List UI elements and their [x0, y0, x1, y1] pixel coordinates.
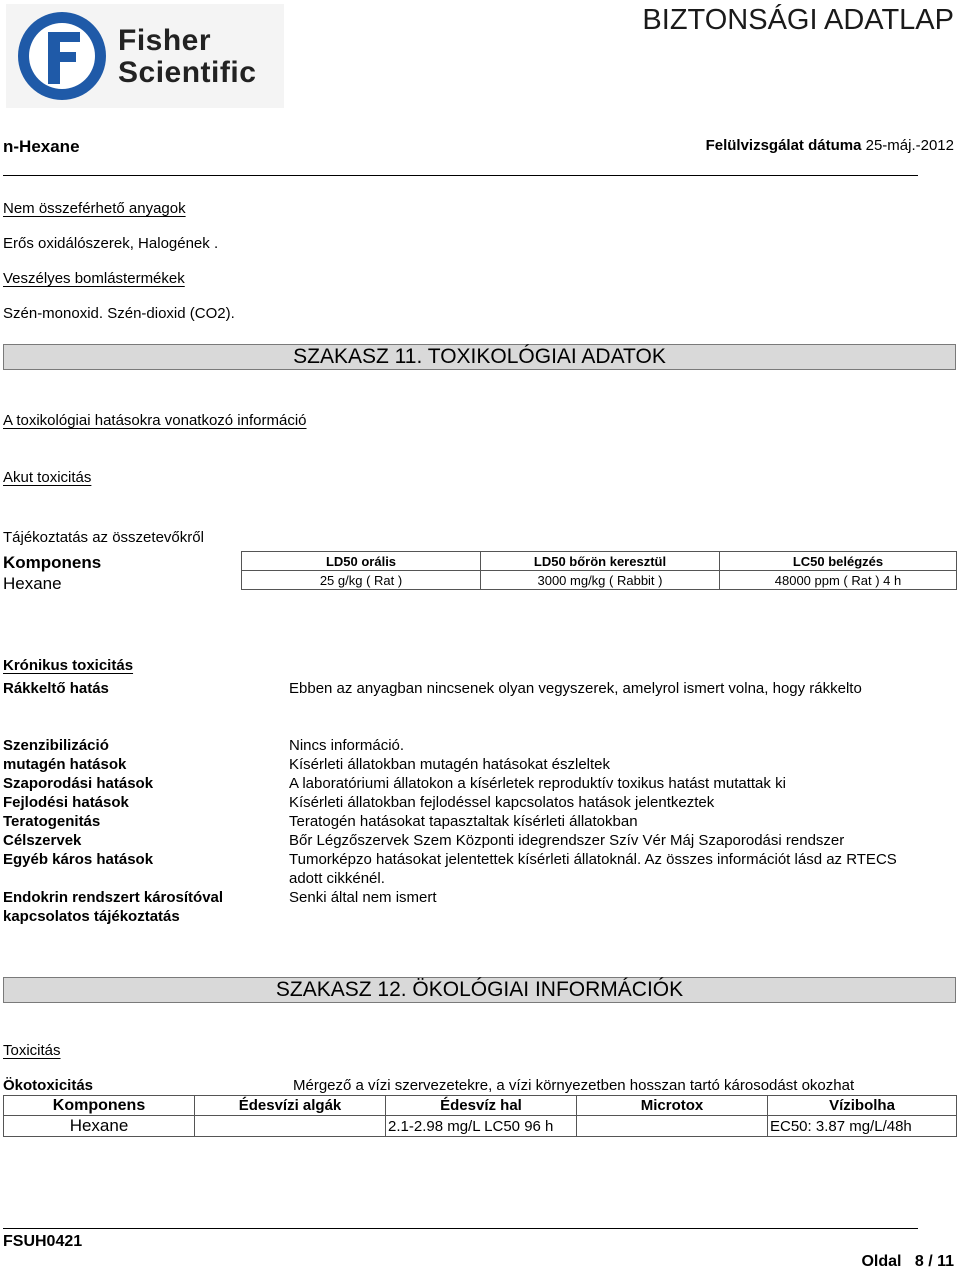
- cell-freshwater-algae: [195, 1116, 386, 1137]
- value-sensitization: Nincs információ.: [289, 737, 405, 754]
- section-11-title: SZAKASZ 11. TOXIKOLÓGIAI ADATOK: [3, 344, 956, 370]
- value-teratogenicity: Teratogén hatásokat tapasztaltak kísérleti állatokban: [289, 813, 638, 830]
- document-code: FSUH0421: [3, 1233, 83, 1250]
- header-water-flea: Vízibolha: [768, 1096, 957, 1116]
- header-component: Komponens: [4, 1096, 195, 1116]
- header-freshwater-fish: Édesvíz hal: [386, 1096, 577, 1116]
- chronic-toxicity-heading: Krónikus toxicitás: [3, 657, 134, 674]
- value-other-effects: Tumorképzo hatásokat jelentettek kísérleti állatoknál. Az összes információt lásd az RTECS: [289, 851, 897, 868]
- header-microtox: Microtox: [577, 1096, 768, 1116]
- cell-water-flea: EC50: 3.87 mg/L/48h: [768, 1116, 957, 1137]
- section-12-title: SZAKASZ 12. ÖKOLÓGIAI INFORMÁCIÓK: [3, 977, 956, 1003]
- carcinogenic-text: Ebben az anyagban nincsenek olyan vegyszerek, amelyrol ismert volna, hogy rákkelto: [289, 680, 862, 697]
- decomposition-products-text: Szén-monoxid. Szén-dioxid (CO2).: [3, 305, 235, 322]
- page-number: [861, 1253, 954, 1271]
- effects-labels: [3, 736, 223, 926]
- revision-date-value: 25-máj.-2012: [865, 137, 954, 154]
- value-mutagenic: Kísérleti állatokban mutagén hatásokat észleltek: [289, 756, 611, 773]
- page-label: Oldal: [861, 1253, 902, 1270]
- cell-microtox: [577, 1116, 768, 1137]
- acute-toxicity-heading: Akut toxicitás: [3, 469, 92, 486]
- label-sensitization: Szenzibilizáció: [3, 737, 109, 754]
- table-row: [242, 571, 957, 590]
- header-lc50-inhalation: LC50 belégzés: [720, 552, 957, 571]
- toxicity-heading: Toxicitás: [3, 1042, 61, 1059]
- value-target-organs: Bőr Légzőszervek Szem Központi idegrendszer Szív Vér Máj Szaporodási rendszer: [289, 832, 845, 849]
- effects-values: [289, 736, 897, 907]
- header-freshwater-algae: Édesvízi algák: [195, 1096, 386, 1116]
- label-teratogenicity: Teratogenitás: [3, 813, 101, 830]
- decomposition-products-heading: Veszélyes bomlástermékek: [3, 270, 185, 287]
- value-reproductive: A laboratóriumi állatokon a kísérletek reproduktív toxikus hatást mutattak ki: [289, 775, 786, 792]
- label-reproductive: Szaporodási hatások: [3, 775, 154, 792]
- table-header-row: [4, 1096, 957, 1116]
- value-other-effects-cont: adott cikkénél.: [289, 870, 385, 887]
- revision-date: [706, 137, 954, 154]
- label-endocrine-1: Endokrin rendszert károsítóval: [3, 889, 224, 906]
- product-name: n-Hexane: [3, 137, 80, 156]
- label-developmental: Fejlodési hatások: [3, 794, 129, 811]
- document-title: BIZTONSÁGI ADATLAP: [642, 4, 954, 36]
- fisher-scientific-logo: [6, 4, 284, 108]
- component-info-heading: Tájékoztatás az összetevőkről: [3, 529, 204, 546]
- ecotoxicity-label: Ökotoxicitás: [3, 1077, 94, 1094]
- value-ld50-dermal: 3000 mg/kg ( Rabbit ): [481, 571, 720, 590]
- label-mutagenic: mutagén hatások: [3, 756, 127, 773]
- ecotoxicity-table: [3, 1095, 957, 1137]
- component-name: Hexane: [3, 574, 62, 593]
- header-ld50-dermal: LD50 bőrön keresztül: [481, 552, 720, 571]
- value-ld50-oral: 25 g/kg ( Rat ): [242, 571, 481, 590]
- footer-rule: [3, 1228, 918, 1229]
- cell-freshwater-fish: 2.1-2.98 mg/L LC50 96 h: [386, 1116, 577, 1137]
- value-developmental: Kísérleti állatokban fejlodéssel kapcsolatos hatások jelentkeztek: [289, 794, 715, 811]
- page-value: 8 / 11: [914, 1253, 954, 1270]
- label-target-organs: Célszervek: [3, 832, 82, 849]
- toxicological-info-heading: A toxikológiai hatásokra vonatkozó információ: [3, 412, 307, 429]
- table-row: [4, 1116, 957, 1137]
- table-header-row: [242, 552, 957, 571]
- label-endocrine-2: kapcsolatos tájékoztatás: [3, 908, 180, 925]
- header-ld50-oral: LD50 orális: [242, 552, 481, 571]
- incompatible-materials-text: Erős oxidálószerek, Halogének .: [3, 235, 219, 252]
- fisher-logo-icon: [14, 8, 110, 104]
- header-rule: [3, 175, 918, 176]
- value-lc50-inhalation: 48000 ppm ( Rat ) 4 h: [720, 571, 957, 590]
- acute-toxicity-table: [241, 551, 957, 590]
- ecotoxicity-text: Mérgező a vízi szervezetekre, a vízi környezetben hosszan tartó károsodást okozhat: [293, 1077, 855, 1094]
- spacer: [3, 869, 223, 888]
- label-other-effects: Egyéb káros hatások: [3, 851, 154, 868]
- cell-component: Hexane: [4, 1116, 195, 1137]
- component-label: Komponens: [3, 553, 102, 572]
- revision-label: Felülvizsgálat dátuma: [705, 137, 862, 154]
- value-endocrine: Senki által nem ismert: [289, 889, 437, 906]
- logo-text-scientific: Scientific: [118, 56, 257, 89]
- incompatible-materials-heading: Nem összeférhető anyagok: [3, 200, 186, 217]
- carcinogenic-label: Rákkeltő hatás: [3, 680, 109, 697]
- logo-text-fisher: Fisher: [118, 24, 212, 57]
